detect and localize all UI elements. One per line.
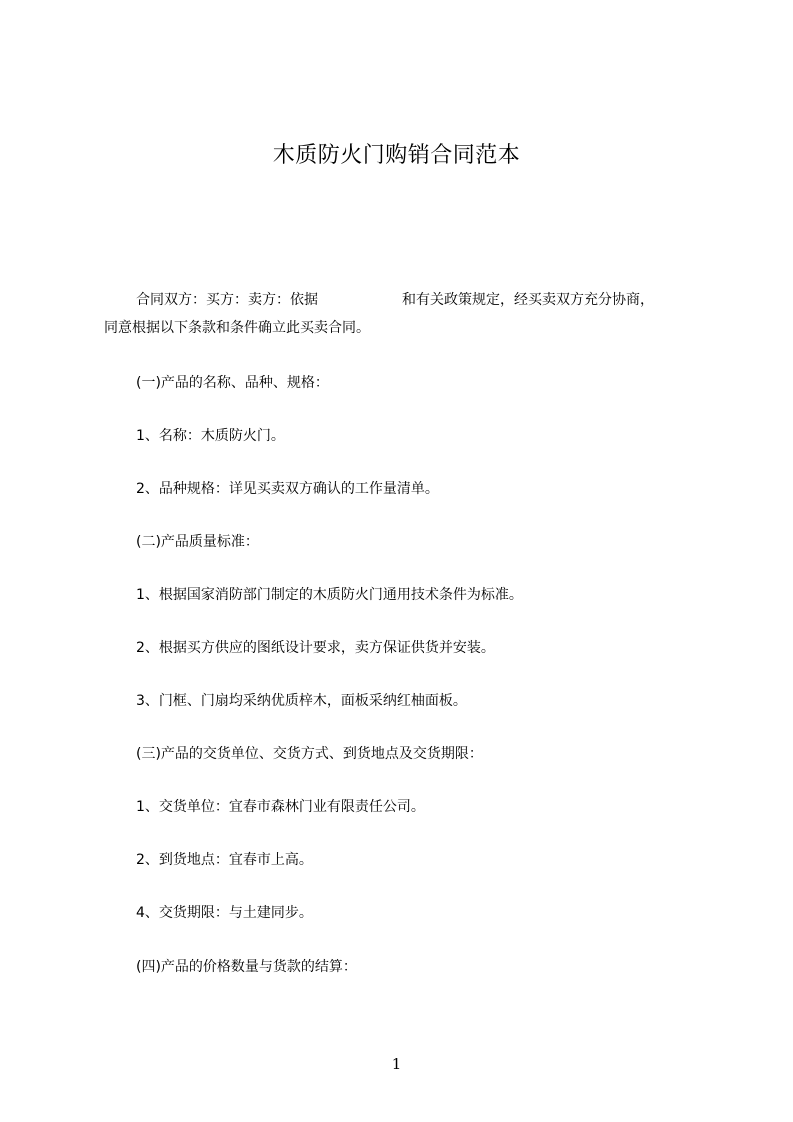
section-heading-quality: (二)产品质量标准： [136,534,259,550]
intro-line-2: 同意根据以下条款和条件确立此买卖合同。 [104,320,370,336]
intro-parties-text: 合同双方：买方：卖方：依据 [136,292,318,308]
page-number: 1 [391,1055,402,1073]
intro-policy-text: 和有关政策规定，经买卖双方充分协商， [402,292,654,308]
clause-delivery-unit: 1、交货单位：宜春市森林门业有限责任公司。 [136,799,425,815]
clause-delivery-deadline: 4、交货期限：与土建同步。 [136,905,313,921]
clause-standard: 1、根据国家消防部门制定的木质防火门通用技术条件为标准。 [136,587,523,603]
section-heading-delivery: (三)产品的交货单位、交货方式、到货地点及交货期限： [136,746,483,762]
clause-name: 1、名称：木质防火门。 [136,428,285,444]
clause-delivery-location: 2、到货地点：宜春市上高。 [136,852,313,868]
clause-spec: 2、品种规格：详见买卖双方确认的工作量清单。 [136,481,439,497]
intro-line-1 [104,290,726,310]
clause-design: 2、根据买方供应的图纸设计要求，卖方保证供货并安装。 [136,640,495,656]
section-heading-price: (四)产品的价格数量与货款的结算： [136,959,357,975]
clause-material: 3、门框、门扇均采纳优质梓木，面板采纳红柚面板。 [136,693,467,709]
document-title: 木质防火门购销合同范本 [272,143,521,168]
section-heading-product-name: (一)产品的名称、品种、规格： [136,375,329,391]
